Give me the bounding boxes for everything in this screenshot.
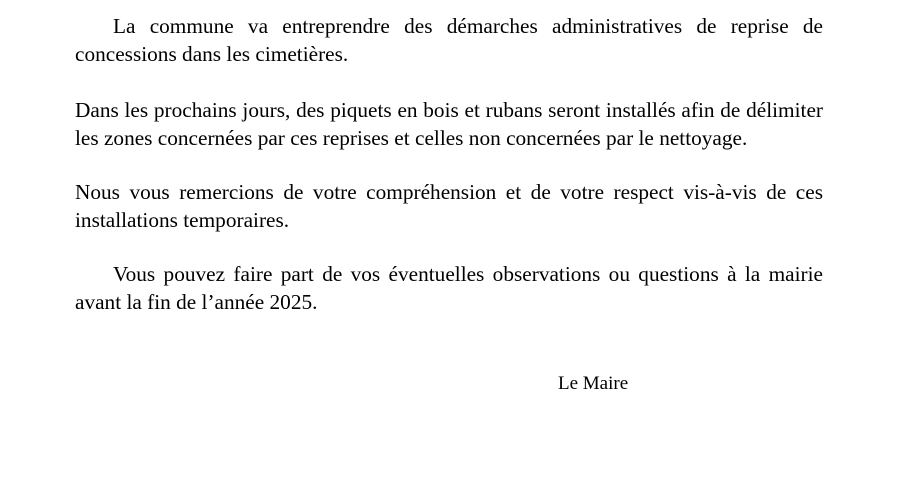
paragraph-thanks: Nous vous remercions de votre compréhension et de votre respect vis-à-vis de ces installations temporaires.: [75, 180, 823, 232]
paragraph-concession-reprise: La commune va entreprendre des démarches administratives de reprise de concessions dans les cimetières.: [75, 14, 823, 66]
paragraph-observations: Vous pouvez faire part de vos éventuelles observations ou questions à la mairie avant la fin de l’année 2025.: [75, 262, 823, 314]
signature-le-maire: Le Maire: [558, 373, 629, 394]
paragraph-stakes-installation: Dans les prochains jours, des piquets en bois et rubans seront installés afin de délimiter les zones concernées par ces reprises et celles non concernées par le nettoyage.: [75, 98, 823, 150]
letter-body: [75, 12, 823, 316]
